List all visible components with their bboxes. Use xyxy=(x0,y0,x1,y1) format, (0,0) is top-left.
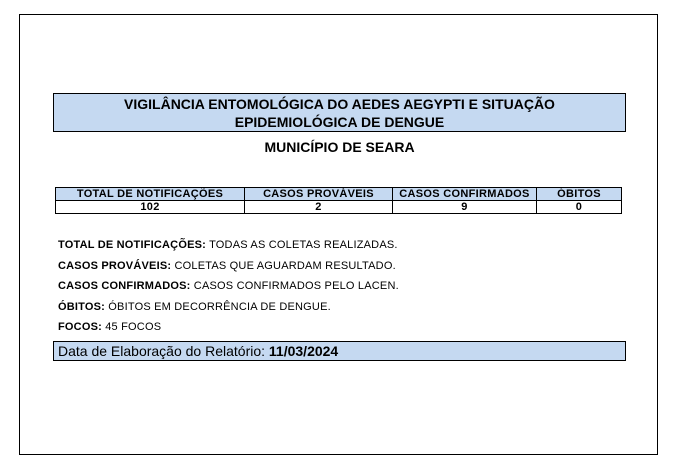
report-date-value: 11/03/2024 xyxy=(268,343,339,359)
definition-item xyxy=(58,238,399,259)
definition-item xyxy=(58,300,399,321)
report-title-box xyxy=(53,93,626,132)
definition-term: FOCOS: xyxy=(58,321,102,333)
stats-value-row xyxy=(56,201,622,214)
header-casos-provaveis: CASOS PROVÁVEIS xyxy=(245,188,393,201)
page-frame xyxy=(19,14,658,455)
definition-term: CASOS PROVÁVEIS: xyxy=(58,259,172,272)
municipality-title: MUNICÍPIO DE SEARA xyxy=(264,139,415,155)
definition-term: CASOS CONFIRMADOS: xyxy=(58,280,191,292)
definition-text: 45 FOCOS xyxy=(101,321,162,333)
value-obitos: 0 xyxy=(537,201,622,214)
definition-term: TOTAL DE NOTIFICAÇÕES: xyxy=(58,239,207,251)
definition-item xyxy=(58,259,399,280)
report-title-line-2: EPIDEMIOLÓGICA DE DENGUE xyxy=(234,114,445,130)
value-casos-confirmados: 9 xyxy=(393,201,537,214)
header-total-notificacoes: TOTAL DE NOTIFICAÇÕES xyxy=(56,188,245,201)
report-date-box xyxy=(53,341,626,361)
stats-table xyxy=(55,187,622,214)
value-casos-provaveis: 2 xyxy=(245,201,393,214)
definition-text: CASOS CONFIRMADOS PELO LACEN. xyxy=(190,280,399,292)
stats-header-row xyxy=(56,188,622,201)
definition-text: COLETAS QUE AGUARDAM RESULTADO. xyxy=(171,259,396,272)
value-total-notificacoes: 102 xyxy=(56,201,245,214)
report-title-line-1: VIGILÂNCIA ENTOMOLÓGICA DO AEDES AEGYPTI E SITUAÇÃO xyxy=(124,96,555,112)
header-obitos: ÓBITOS xyxy=(537,188,622,201)
definition-item xyxy=(58,279,399,300)
definition-term: ÓBITOS: xyxy=(58,300,106,313)
definition-text: TODAS AS COLETAS REALIZADAS. xyxy=(206,239,398,251)
report-date-label: Data de Elaboração do Relatório: xyxy=(58,343,269,359)
definitions-list xyxy=(58,238,399,341)
definition-item xyxy=(58,320,399,341)
header-casos-confirmados: CASOS CONFIRMADOS xyxy=(393,188,537,201)
definition-text: ÓBITOS EM DECORRÊNCIA DE DENGUE. xyxy=(105,300,331,313)
